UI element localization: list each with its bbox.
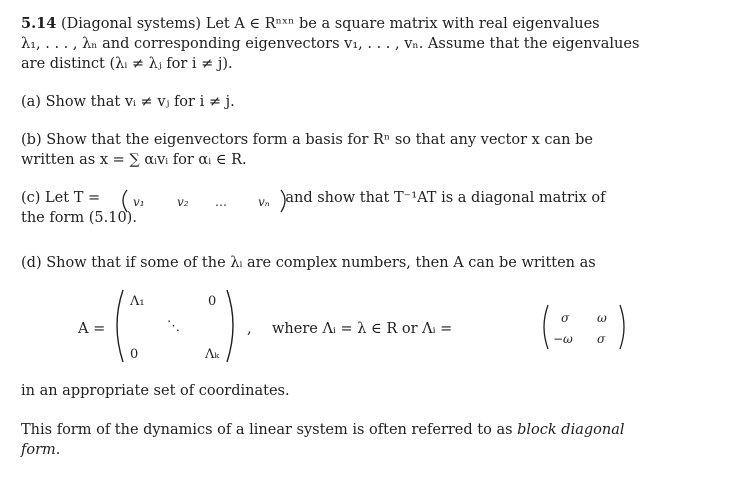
T-col-dots: …	[215, 195, 227, 209]
problem-intro-1: Let A ∈ Rⁿˣⁿ be a square matrix with real eigenvalues	[205, 16, 600, 32]
block-bottom-left: 0	[130, 347, 139, 362]
block-sigma-1: σ	[561, 311, 570, 325]
part-b-line-1: (b) Show that the eigenvectors form a basis for Rⁿ so that any vector x can be	[21, 132, 593, 148]
block-top-left: Λ₁	[130, 294, 145, 309]
T-col-2: v₂	[177, 195, 189, 209]
block-neg-omega: −ω	[553, 332, 573, 346]
problem-line-3: are distinct (λᵢ ≠ λⱼ for i ≠ j).	[21, 56, 233, 72]
part-c-suffix: and show that T⁻¹AT is a diagonal matrix of	[285, 190, 606, 206]
matrix-lhs: A =	[78, 321, 106, 337]
part-c-line-2: the form (5.10).	[21, 210, 137, 226]
closing-line-1: in an appropriate set of coordinates.	[21, 383, 290, 399]
block-sigma-2: σ	[597, 332, 606, 346]
T-col-n: vₙ	[258, 195, 270, 209]
block-bottom-right: Λₖ	[205, 347, 220, 362]
block-diagonal-matrix	[117, 290, 233, 362]
closing-line-2	[21, 420, 711, 440]
part-c-prefix: (c) Let T =	[21, 190, 101, 206]
T-matrix	[123, 190, 285, 212]
problem-number: 5.14	[21, 15, 57, 32]
T-col-1: v₁	[133, 195, 145, 209]
where-clause: where Λᵢ = λ ∈ R or Λᵢ =	[272, 321, 453, 337]
problem-title: (Diagonal systems)	[60, 16, 202, 32]
closing-line-3: form.	[21, 442, 61, 458]
closing-emphasis: block diagonal	[517, 422, 625, 438]
part-d: (d) Show that if some of the λᵢ are complex numbers, then A can be written as	[21, 255, 596, 271]
block-dots: ⋱	[167, 319, 180, 334]
part-b-line-2: written as x = ∑ αᵢvᵢ for αᵢ ∈ R.	[21, 152, 247, 168]
closing-paragraph	[21, 420, 711, 460]
two-by-two-block	[544, 305, 624, 349]
block-omega: ω	[597, 311, 607, 325]
block-top-right: 0	[208, 294, 217, 309]
closing-line-2a: This form of the dynamics of a linear system is often referred to as	[21, 422, 513, 438]
problem-line-2: λ₁, . . . , λₙ and corresponding eigenvectors v₁, . . . , vₙ. Assume that the eigenvalues	[21, 36, 640, 52]
matrix-comma: ,	[247, 321, 252, 337]
part-a: (a) Show that vᵢ ≠ vⱼ for i ≠ j.	[21, 94, 235, 110]
